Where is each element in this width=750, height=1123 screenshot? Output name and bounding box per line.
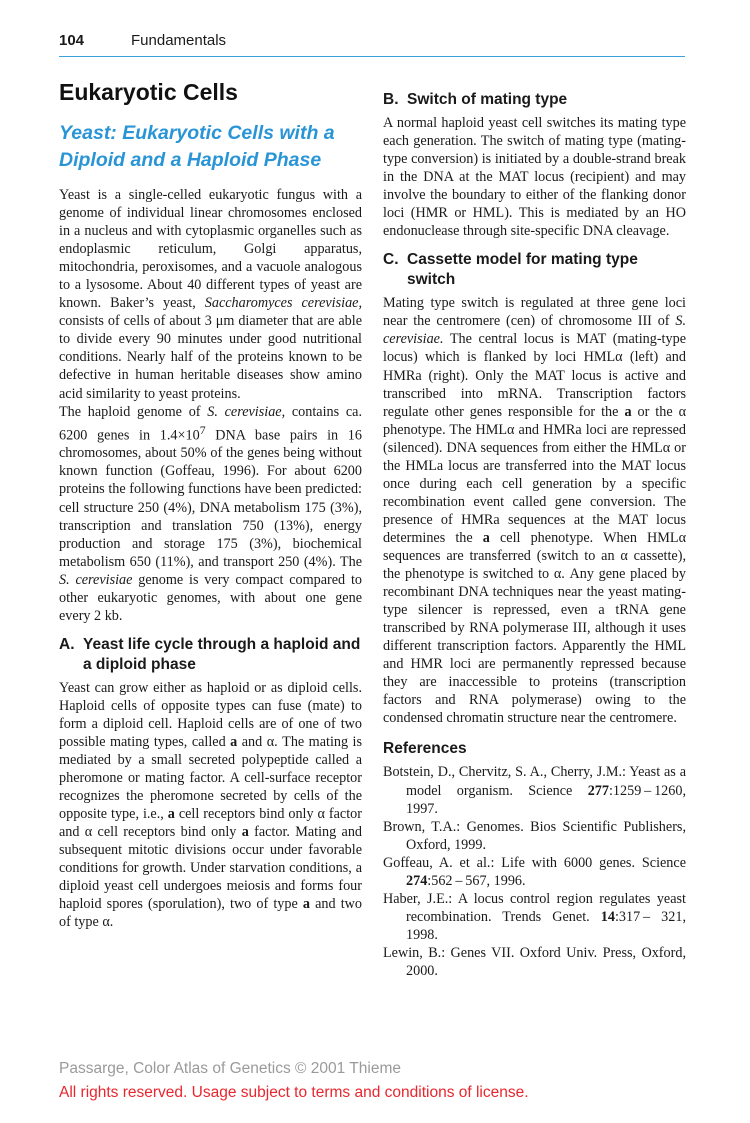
- section-letter: A.: [59, 635, 75, 653]
- mating-type-a: a: [167, 806, 175, 823]
- section-b-heading: [383, 90, 686, 110]
- section-name: Fundamentals: [131, 32, 227, 49]
- left-column: [59, 74, 362, 932]
- reference-item: Brown, T.A.: Genomes. Bios Scientific Publishers, Oxford, 1999.: [383, 818, 686, 853]
- mating-type-a: a: [302, 896, 310, 913]
- species-name: S. cerevisiae,: [207, 403, 286, 420]
- volume: 274: [406, 872, 428, 889]
- species-name: S. cerevisiae: [59, 571, 133, 588]
- references-heading: References: [383, 740, 467, 758]
- text-run: and two of type α.: [59, 896, 362, 931]
- mating-type-a: a: [230, 734, 238, 750]
- section-title: Cassette model for mating type switch: [407, 251, 638, 289]
- text-run: DNA base pairs in 16 chromosomes, about 50% of the genes being without known function (Goffeau, 1996). For about 6200 proteins the following functions have been predicted: cell structure 250 (4%), DNA metabolism 175 (3%), transcription and translation 750 (13%), energy production and storage 175 (3%), biochemical metabolism 650 (11%), and transport 250 (4%). The: [59, 427, 362, 570]
- intro-paragraph-1: [59, 186, 362, 403]
- species-name: S. cerevisiae.: [383, 313, 687, 348]
- volume: 277: [587, 782, 609, 799]
- text-run: :1259 – 1260, 1997.: [406, 782, 686, 817]
- exponent: 7: [199, 422, 206, 437]
- chapter-title: Eukaryotic Cells: [59, 79, 238, 105]
- text-run: cell receptors bind only α factor and α cell receptors bind only: [59, 806, 362, 841]
- section-a-heading: [59, 635, 362, 675]
- mating-type-a: a: [482, 529, 490, 546]
- right-column: [383, 74, 686, 980]
- section-title: Switch of mating type: [407, 91, 568, 108]
- section-b-text: A normal haploid yeast cell switches its mating type each generation. The switch of mating type (mating-type conversion) is initiated by a double-strand break in the DNA at the MAT locus (recipient) and may involve the boundary to either of the flanking donor loci (HMR or HML). This is mediated by an HO endonuclease through site-specific DNA cleavage.: [383, 115, 686, 240]
- text-run: or the α phenotype. The HMLα and HMRa loci are repressed (silenced). DNA sequences from either the HMLα or the HMLa locus are transferred into the MAT locus once during each cell generation by a specific recombination event called gene conversion. The presence of HMRa sequences at the MAT locus determines the: [383, 403, 687, 546]
- text-run: :317 – 321, 1998.: [406, 908, 686, 943]
- text-run: factor. Mating and subsequent mitotic divisions occur under favorable conditions for growth. Under starvation conditions, a diploid yeast cell undergoes meiosis and forms four haploid spores (sporulation), two of type: [59, 824, 363, 913]
- article-title: [59, 120, 362, 174]
- text-run: consists of cells of about 3 μm diameter that are able to divide every 90 minutes under good nutritional conditions. Nearly half of the proteins known to be defective in human heritable diseases show amino acid similarity to yeast proteins.: [59, 313, 362, 402]
- reference-item: Lewin, B.: Genes VII. Oxford Univ. Press, Oxford, 2000.: [383, 944, 686, 979]
- text-run: Goffeau, A. et al.: Life with 6000 genes. Science: [383, 854, 686, 871]
- species-name: Saccharomyces cerevisiae,: [204, 295, 363, 312]
- text-run: Yeast is a single-celled eukaryotic fungus with a genome of individual linear chromosomes enclosed in a nucleus and with cytoplasmic organelles such as endoplasmic reticulum, Golgi apparatus, mitochondria, peroxisomes, and a vacuole analogous to a lysosome. About 40 different types of yeast are known. Baker’s yeast,: [59, 187, 362, 312]
- license-notice: All rights reserved. Usage subject to terms and conditions of license.: [59, 1084, 529, 1101]
- reference-item: [383, 890, 686, 944]
- text-run: cell phenotype. When HMLα sequences are transferred (switch to an α cassette), the phenotype is switched to α. Any gene placed by recombinant DNA techniques near the yeast mating-type silencer is repressed, even a tRNA gene transcribed by RNA polymerase III, although it uses different transcription factors. Apparently the HML and HMR loci are permanently repressed because they are inaccessible to proteins (transcription factors and RNA polymerase) owing to the condensed chromatin structure near the centromere.: [383, 529, 687, 727]
- text-run: The haploid genome of: [59, 403, 201, 420]
- section-title: Yeast life cycle through a haploid and a diploid phase: [83, 635, 361, 673]
- section-c-heading: [383, 250, 686, 290]
- section-c-text: [383, 294, 686, 727]
- article-title-line-2: Diploid and a Haploid Phase: [59, 149, 322, 171]
- text-run: :562 – 567, 1996.: [427, 872, 526, 889]
- text-run: and α. The mating is mediated by a small secreted polypeptide called a pheromone or mating factor. A cell-surface receptor recognizes the pheromone secreted by cells of the opposite type, i.e.,: [59, 734, 363, 823]
- volume: 14: [600, 908, 615, 925]
- reference-item: [383, 854, 686, 890]
- page-number: 104: [59, 32, 85, 49]
- mating-type-a: a: [624, 403, 632, 420]
- text-run: Haber, J.E.: A locus control region regulates yeast recombination. Trends Genet.: [383, 890, 686, 925]
- section-a-text: [59, 679, 362, 932]
- article-title-line-1: Yeast: Eukaryotic Cells with a: [59, 122, 335, 144]
- text-run: Yeast can grow either as haploid or as diploid cells. Haploid cells of opposite types can fuse (mate) to form a diploid cell. Haploid cells are of one of two possible mating types, called: [59, 679, 362, 750]
- mating-type-a: a: [241, 824, 249, 841]
- text-run: The central locus is MAT (mating-type locus) which is flanked by loci HMLα (left) and HMRa (right). Only the MAT locus is active and transcribed into mRNA. Transcription factors regulate other genes responsible for the: [383, 331, 686, 420]
- section-letter: B.: [383, 91, 399, 108]
- text-run: contains ca. 6200 genes in 1.4×10: [59, 403, 363, 444]
- text-run: Mating type switch is regulated at three gene loci near the centromere (cen) of chromosome III of: [383, 295, 686, 330]
- copyright-notice: Passarge, Color Atlas of Genetics © 2001 Thieme: [59, 1060, 401, 1077]
- intro-paragraph-2: [59, 403, 362, 625]
- running-head: [59, 32, 685, 57]
- text-run: genome is very compact compared to other eukaryotic genomes, with about one gene every 2 kb.: [59, 571, 363, 624]
- reference-item: [383, 763, 686, 817]
- section-letter: C.: [383, 251, 399, 269]
- text-run: Botstein, D., Chervitz, S. A., Cherry, J.M.: Yeast as a model organism. Science: [383, 764, 686, 799]
